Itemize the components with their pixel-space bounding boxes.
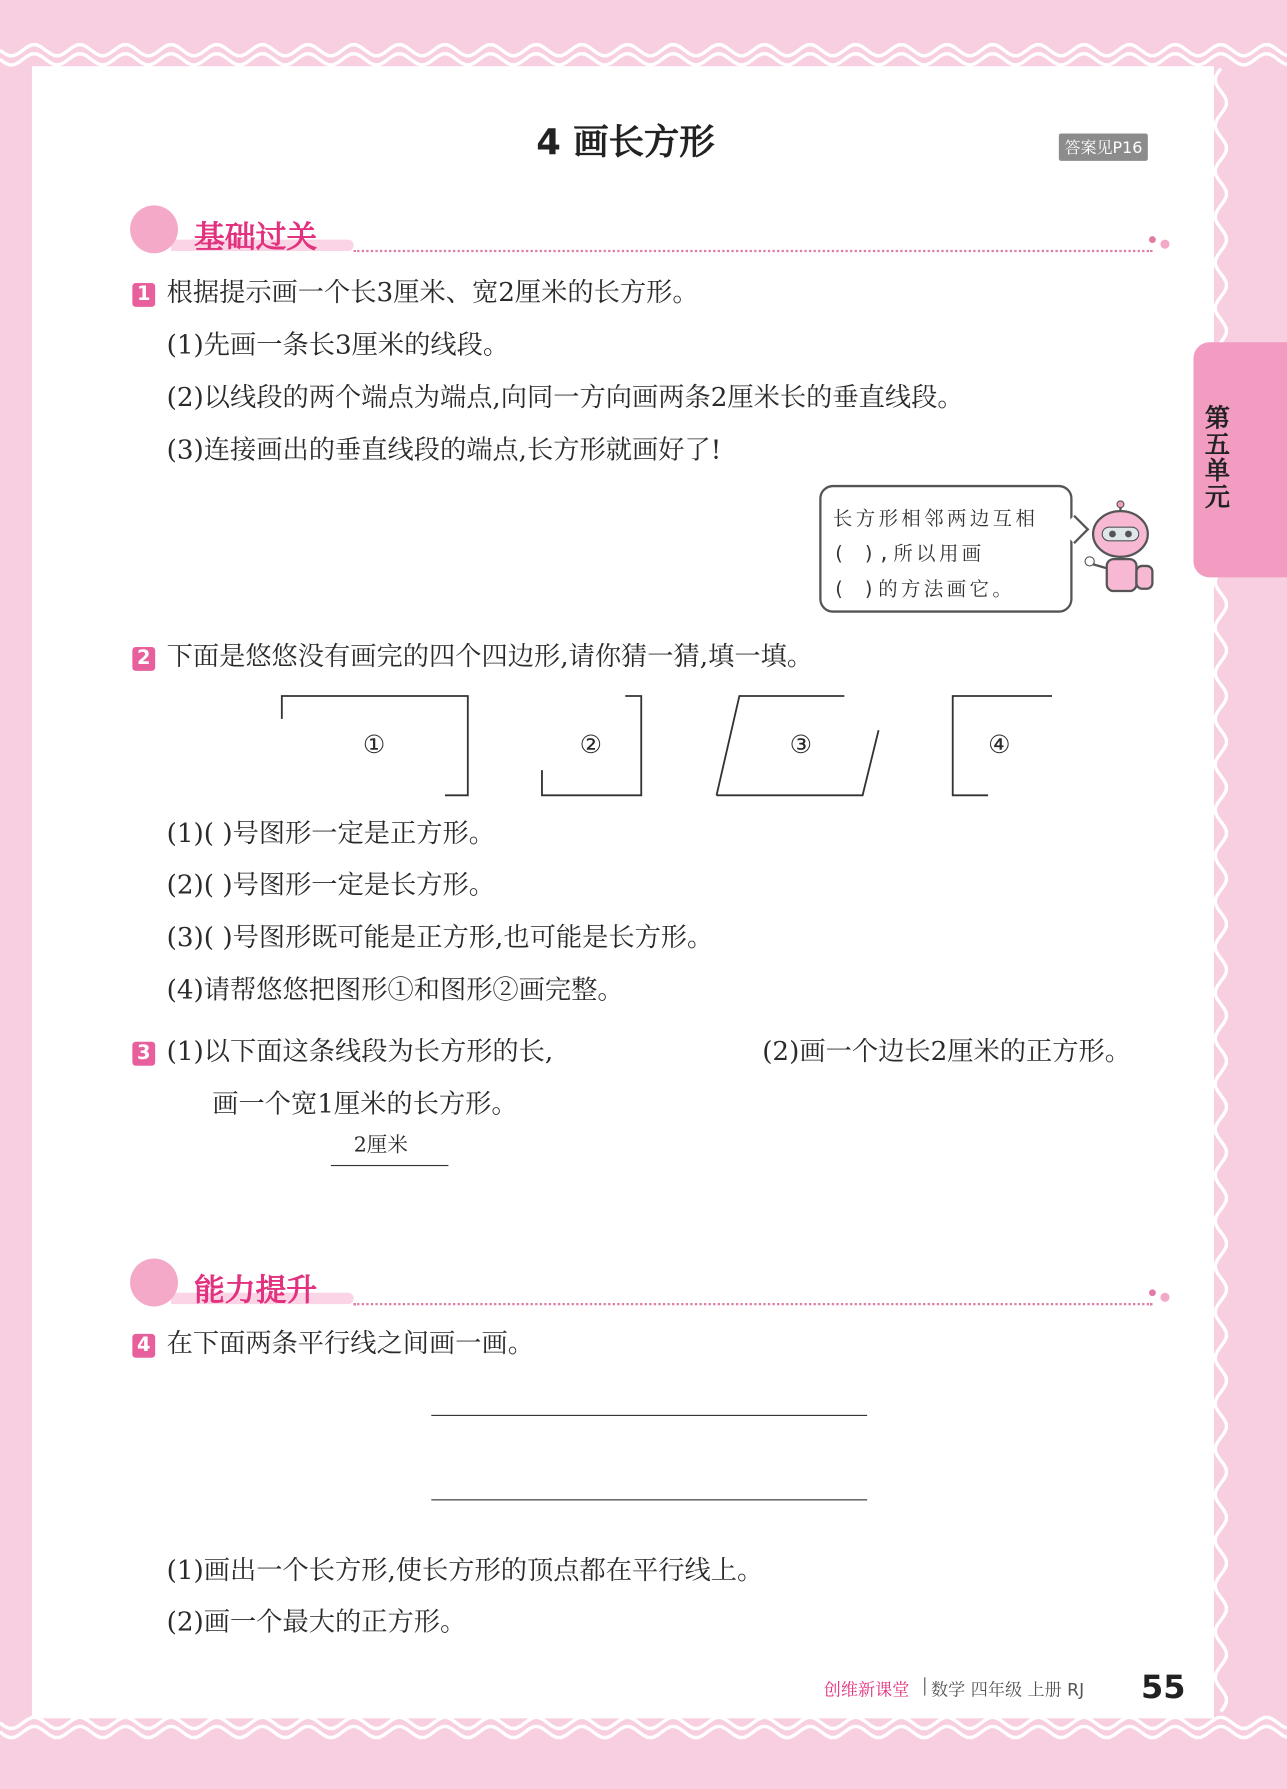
section-divider: [354, 1303, 1153, 1305]
wave-right-line: [1215, 68, 1226, 1711]
q2-item[interactable]: (3)( )号图形既可能是正方形,也可能是长方形。: [166, 923, 714, 953]
q1-step: (2)以线段的两个端点为端点,向同一方向画两条2厘米长的垂直线段。: [166, 383, 964, 414]
figure-label: ②: [579, 731, 603, 760]
question-number: 4: [132, 1334, 155, 1358]
figure-label: ④: [988, 731, 1011, 760]
bubble-line: 长方形相邻两边互相: [832, 507, 1039, 531]
q1-prompt: 根据提示画一个长3厘米、宽2厘米的长方形。: [166, 278, 699, 309]
question-number: 3: [132, 1042, 155, 1066]
boy-avatar-icon: [130, 1259, 178, 1307]
page-number: 55: [1141, 1668, 1186, 1706]
q3-part1-line2: 画一个宽1厘米的长方形。: [212, 1089, 518, 1120]
figure-label: ①: [362, 731, 386, 760]
page-title: 4 画长方形: [536, 122, 715, 164]
wave-top-line: [0, 45, 1287, 56]
q4-prompt: 在下面两条平行线之间画一画。: [166, 1329, 534, 1359]
footer-info: 数学 四年级 上册 RJ: [931, 1679, 1085, 1701]
footer-separator: [924, 1677, 925, 1695]
incomplete-quadrilaterals-figure: [262, 685, 1084, 811]
footer-brand: 创维新课堂: [823, 1679, 910, 1701]
q4-item: (2)画一个最大的正方形。: [166, 1607, 467, 1638]
section-title-basic: 基础过关: [193, 220, 318, 256]
section-title-advanced: 能力提升: [193, 1273, 318, 1309]
robot-mascot-icon: [1082, 500, 1173, 603]
q2-item[interactable]: (1)( )号图形一定是正方形。: [166, 819, 496, 849]
q2-item[interactable]: (2)( )号图形一定是长方形。: [166, 870, 496, 901]
segment-2cm: [331, 1165, 449, 1166]
divider-dots-icon: [1148, 1288, 1173, 1304]
bubble-line: ( ),所以用画: [832, 543, 985, 566]
q2-prompt: 下面是悠悠没有画完的四个四边形,请你猜一猜,填一填。: [166, 642, 814, 673]
q1-step: (3)连接画出的垂直线段的端点,长方形就画好了!: [166, 435, 722, 466]
girl-avatar-icon: [130, 205, 178, 253]
q4-item: (1)画出一个长方形,使长方形的顶点都在平行线上。: [166, 1556, 764, 1586]
q3-part2: (2)画一个边长2厘米的正方形。: [762, 1037, 1131, 1067]
q1-step: (1)先画一条长3厘米的线段。: [166, 330, 510, 361]
answer-reference-badge: 答案见P16: [1059, 133, 1148, 160]
parallel-line-bottom: [431, 1499, 867, 1500]
figure-label: ③: [789, 731, 813, 760]
segment-label: 2厘米: [353, 1133, 408, 1157]
question-number: 2: [132, 647, 155, 671]
bubble-line: ( )的方法画它。: [832, 578, 1016, 602]
q3-part1-line1: (1)以下面这条线段为长方形的长,: [166, 1037, 554, 1067]
parallel-line-top: [431, 1415, 867, 1416]
divider-dots-icon: [1148, 235, 1173, 251]
unit-tab-label: 第五单元: [1204, 405, 1230, 513]
figure-3-lines-a: [717, 696, 845, 795]
question-number: 1: [132, 283, 155, 307]
wave-bottom-line: [0, 1717, 1287, 1728]
section-divider: [354, 250, 1153, 252]
q2-item: (4)请帮悠悠把图形①和图形②画完整。: [166, 975, 624, 1006]
